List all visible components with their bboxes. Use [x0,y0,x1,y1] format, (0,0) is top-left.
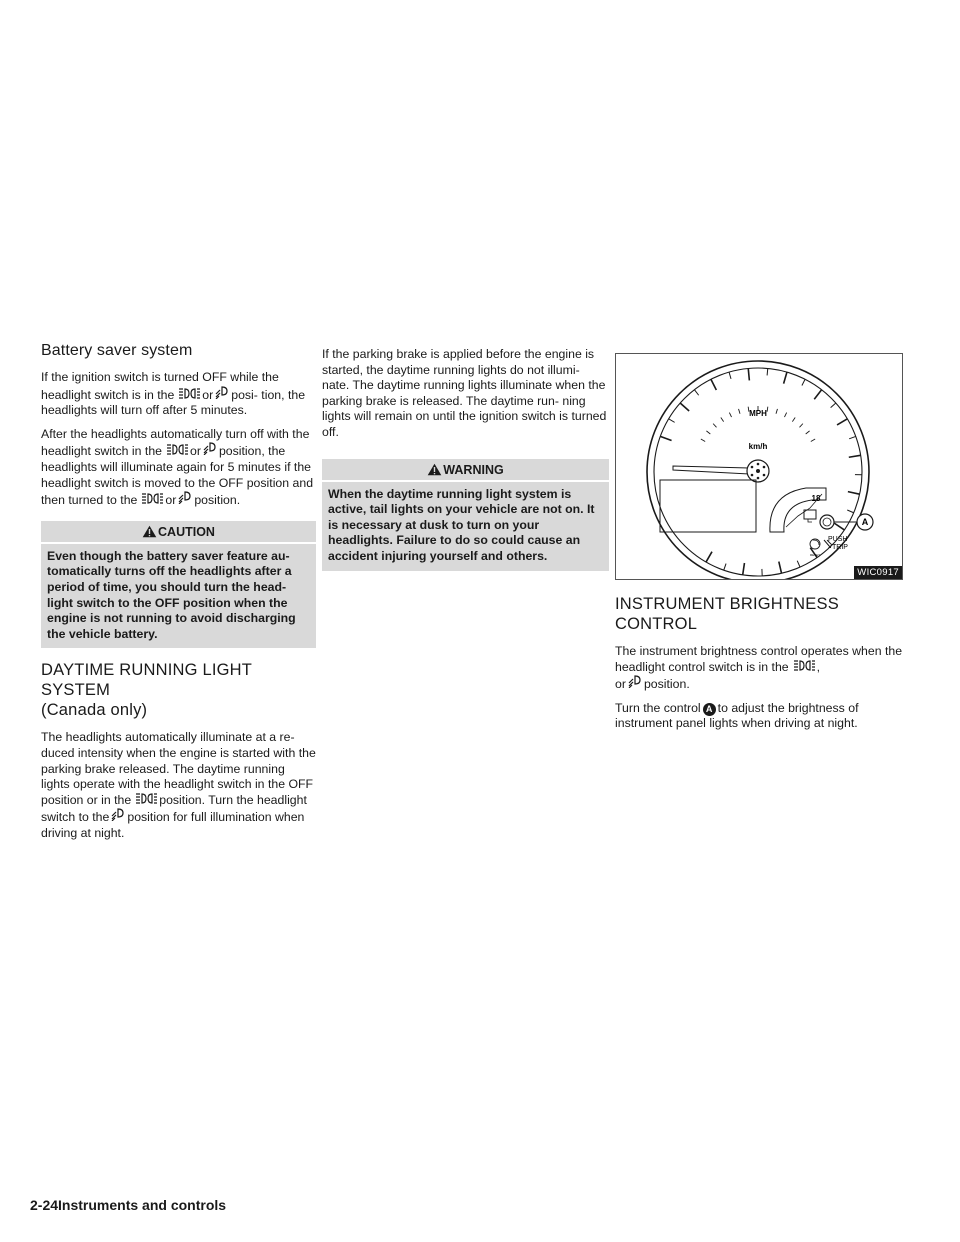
gauge-tick [797,561,800,567]
trip-label: TRIP [832,544,848,551]
parking-light-icon [791,660,815,671]
gauge-inner-tick [729,413,731,418]
caution-text: Even though the battery saver feature au- tomatically turns off the headlights after a period of time, you should turn the head- light switch to the OFF position when the engine is not running to avoid discharging the vehicle battery. [47,548,296,641]
drl-paragraph-1: The headlights automatically illuminate at a re- duced intensity when the engine is started with the parking brake released. The daytime running lights operate with the headlight switch in the OFF position or in the position. Turn the headlight switch to the position for full illumination when driving at night. [41,730,316,840]
gauge-inner-tick [784,413,786,418]
warning-label: WARNING [443,462,504,477]
callout-a-marker: A [703,703,716,716]
gauge-tick [680,403,689,411]
column-right [615,340,903,740]
gauge-tick [724,564,726,571]
gauge-tick [831,403,836,408]
gauge-tick [694,390,698,396]
chapter-title: Instruments and controls [58,1197,227,1213]
headlight-icon [628,675,642,688]
gauge-tick [847,510,853,513]
warning-triangle-icon [142,525,157,538]
caution-box [41,521,316,649]
speedometer-illustration [616,354,902,579]
gauge-inner-tick [701,439,705,442]
gauge-tick [767,368,768,375]
caution-label: CAUTION [158,524,215,539]
parking-light-icon [133,793,157,804]
headlight-icon [178,491,192,504]
parking-light-icon [164,444,188,455]
headlight-icon [215,386,229,399]
gauge-tick [779,562,782,574]
gauge-inner-tick [776,409,777,414]
gauge-inner-tick [799,424,802,428]
page-number: 2-24 [30,1197,59,1213]
gauge-tick [784,372,787,384]
gauge-tick [848,492,860,495]
brightness-paragraph-2: Turn the control A to adjust the brightness of instrument panel lights when driving at night. [615,700,859,731]
push-label: PUSH [828,536,848,543]
gauge-tick [669,419,675,423]
gauge-inner-tick [721,417,724,421]
gauge-tick [837,419,847,425]
figure-code: WIC0917 [854,566,902,579]
mph-label: MPH [749,409,767,418]
callout-a-label: A [861,517,869,527]
gauge-tick [814,390,821,399]
warning-header [322,459,609,482]
page-footer [30,1197,226,1213]
speedometer-figure [615,353,903,580]
brightness-heading: INSTRUMENT BRIGHTNESS CONTROL [615,595,839,633]
drl-paragraph-2: If the parking brake is applied before the engine is started, the daytime running lights do not illumi- nate. The daytime running lights illuminate when the parking brake is released. The daytime run- ning lights will remain on until the ignition switch is turned off. [322,347,607,439]
gauge-tick [849,436,856,438]
gauge-tick [834,523,844,530]
column-left [41,340,316,849]
gauge-tick [802,379,805,385]
caution-header [41,521,316,544]
gauge-inner-tick [739,409,740,414]
gauge-tick [849,455,861,457]
gauge-inner-tick [713,424,716,428]
gauge-number-label: 18 [811,494,821,503]
gauge-tick [748,368,749,380]
warning-text: When the daytime running light system is active, tail lights on your vehicle are not on. It is necessary at dusk to turn on your headlights. Failure to do so could cause an accident injuring yourself and others. [328,486,595,563]
gauge-inner-tick [706,431,710,434]
column-middle [322,347,609,581]
gauge-tick [711,379,716,390]
brightness-paragraph-1: The instrument brightness control operates when the headlight control switch is in the , or position. [615,644,903,692]
reset-label: RESET [809,553,821,557]
headlight-icon [203,442,217,455]
parking-light-icon [176,388,200,399]
warning-triangle-icon [427,463,442,476]
gauge-inner-tick [811,439,815,442]
battery-saver-paragraph-1: If the ignition switch is turned OFF while the headlight switch is in the or posi- tion, the headlights will turn off after 5 minutes. [41,370,306,418]
drl-heading: DAYTIME RUNNING LIGHT SYSTEM (Canada only) [41,661,252,720]
gauge-inner-tick [767,407,768,412]
parking-light-icon [139,493,163,504]
kmh-label: km/h [748,442,768,451]
battery-saver-paragraph-2: After the headlights automatically turn off with the headlight switch in the or position, the headlights will illuminate again for 5 minutes if the headlight switch is moved to the OFF position and then turned to the or position. [41,426,314,508]
battery-saver-heading: Battery saver system [41,342,193,359]
warning-box [322,459,609,571]
gauge-tick [706,552,712,562]
gauge-inner-tick [792,417,795,421]
gauge-tick [743,563,745,575]
gauge-tick [729,372,731,379]
headlight-icon [111,808,125,821]
gauge-tick [660,436,671,440]
gauge-inner-tick [806,431,810,434]
